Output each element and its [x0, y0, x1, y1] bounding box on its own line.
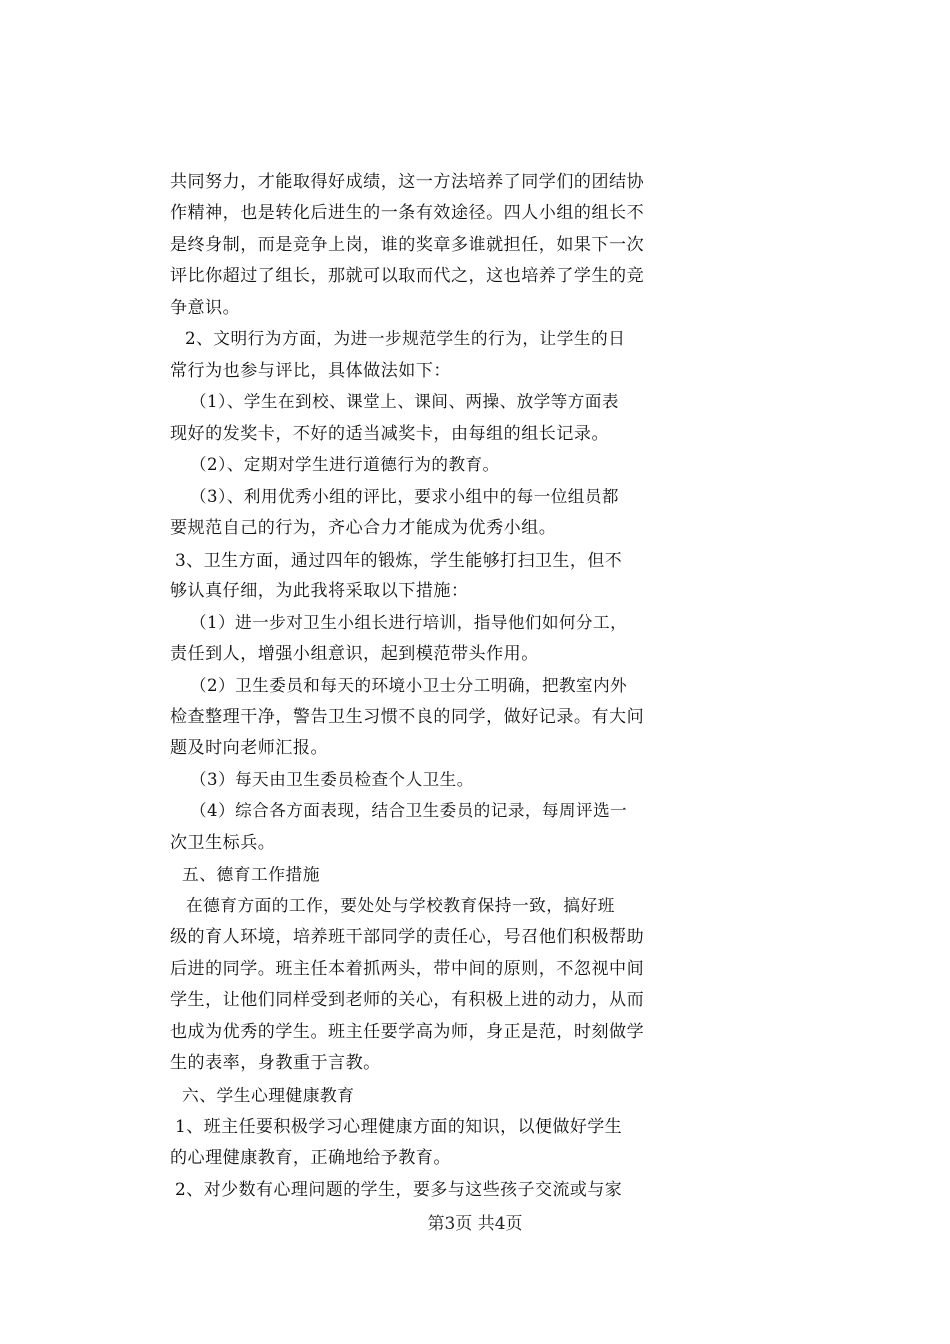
- section-heading: 六、学生心理健康教育: [182, 1085, 355, 1105]
- text-line: 学生，让他们同样受到老师的关心，有积极上进的动力，从而: [170, 990, 645, 1010]
- text-line: 后进的同学。班主任本着抓两头，带中间的原则，不忽视中间: [170, 959, 645, 979]
- text-line: （2）、定期对学生进行道德行为的教育。: [190, 455, 500, 474]
- text-line: 次卫生标兵。: [170, 833, 276, 853]
- text-line: 争意识。: [170, 298, 241, 318]
- text-line: （1）进一步对卫生小组长进行培训，指导他们如何分工，: [190, 613, 628, 632]
- text-line: 责任到人，增强小组意识，起到模范带头作用。: [170, 644, 539, 664]
- text-line: 检查整理干净，警告卫生习惯不良的同学，做好记录。有大问: [170, 707, 645, 727]
- text-line: 的心理健康教育，正确地给予教育。: [170, 1148, 451, 1168]
- text-line: （3）每天由卫生委员检查个人卫生。: [190, 770, 474, 789]
- text-line: 生的表率，身教重于言教。: [170, 1053, 381, 1073]
- text-line: 级的育人环境，培养班干部同学的责任心，号召他们积极帮助: [170, 927, 645, 947]
- text-line: 现好的发奖卡，不好的适当减奖卡，由每组的组长记录。: [170, 424, 610, 444]
- text-line: 要规范自己的行为，齐心合力才能成为优秀小组。: [170, 518, 557, 538]
- text-line: 作精神，也是转化后进生的一条有效途径。四人小组的组长不: [170, 203, 645, 223]
- text-line: 3、卫生方面，通过四年的锻炼，学生能够打扫卫生，但不: [175, 550, 623, 570]
- text-line: （4）综合各方面表现，结合卫生委员的记录，每周评选一: [190, 801, 628, 820]
- text-line: 题及时向老师汇报。: [170, 738, 329, 758]
- text-line: 也成为优秀的学生。班主任要学高为师，身正是范，时刻做学: [170, 1022, 645, 1042]
- text-line: 2、对少数有心理问题的学生，要多与这些孩子交流或与家: [175, 1179, 623, 1199]
- text-line: 评比你超过了组长，那就可以取而代之，这也培养了学生的竞: [170, 266, 645, 286]
- page-number-footer: 第3页 共4页: [427, 1214, 523, 1234]
- text-line: 够认真仔细，为此我将采取以下措施：: [170, 581, 469, 601]
- text-line: 在德育方面的工作，要处处与学校教育保持一致，搞好班: [186, 896, 615, 915]
- text-line: （3）、利用优秀小组的评比，要求小组中的每一位组员都: [190, 487, 619, 506]
- text-line: 1、班主任要积极学习心理健康方面的知识，以便做好学生: [175, 1116, 623, 1136]
- text-line: 共同努力，才能取得好成绩，这一方法培养了同学们的团结协: [170, 172, 645, 192]
- text-line: （2）卫生委员和每天的环境小卫士分工明确，把教室内外: [190, 676, 628, 695]
- text-line: （1）、学生在到校、课堂上、课间、两操、放学等方面表: [190, 392, 619, 411]
- text-line: 常行为也参与评比，具体做法如下：: [170, 361, 451, 381]
- text-line: 是终身制，而是竞争上岗，谁的奖章多谁就担任，如果下一次: [170, 235, 645, 255]
- text-line: 2、文明行为方面，为进一步规范学生的行为，让学生的日: [185, 329, 626, 348]
- section-heading: 五、德育工作措施: [182, 864, 321, 884]
